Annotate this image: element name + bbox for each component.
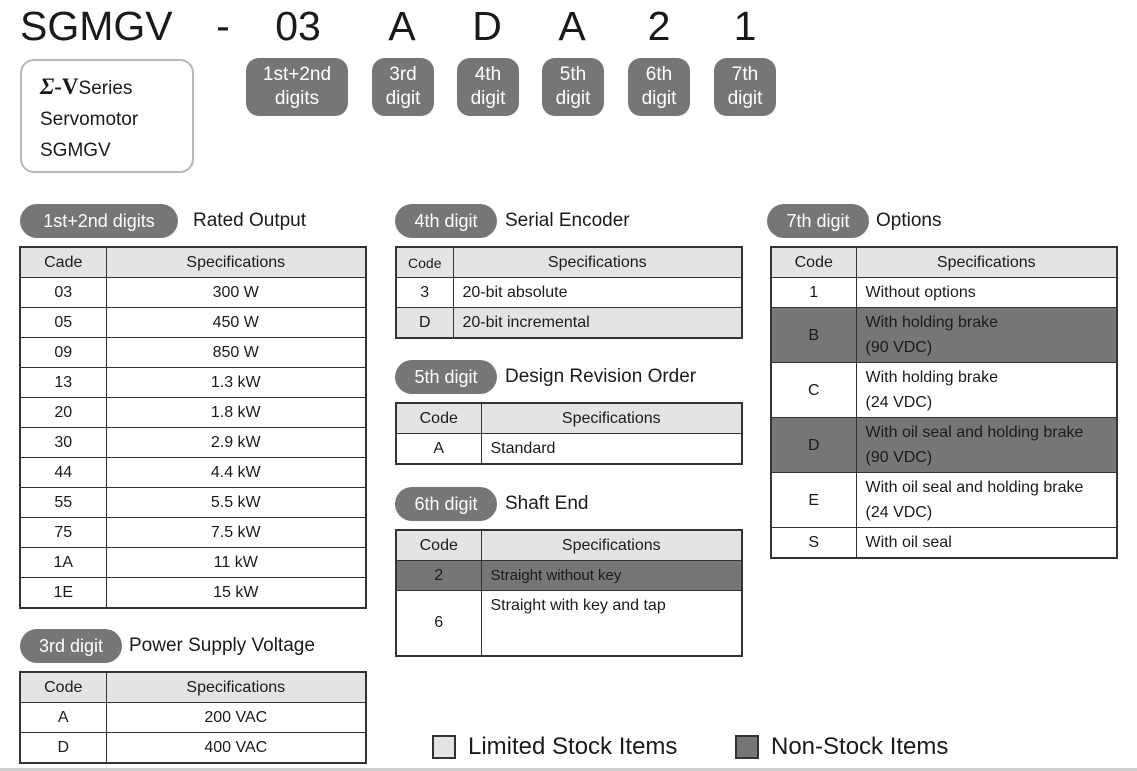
table-row — [20, 338, 366, 368]
pill-digit-7 — [714, 58, 776, 116]
pill-digit-4 — [457, 58, 519, 116]
code-cell: 05 — [20, 308, 106, 338]
section-title-serial-encoder: Serial Encoder — [505, 210, 630, 231]
code-cell: 2 — [396, 561, 481, 591]
pill-digit-6 — [628, 58, 690, 116]
model-series-code: SGMGV — [20, 3, 173, 49]
table-row — [20, 488, 366, 518]
code-cell: 1E — [20, 578, 106, 609]
table-row — [20, 398, 366, 428]
spec-line: With holding brake — [865, 314, 999, 331]
table-header-row — [396, 403, 742, 434]
table-row — [771, 418, 1117, 473]
serial-encoder-table — [395, 246, 743, 339]
table-row — [20, 578, 366, 609]
limited-stock-label: Limited Stock Items — [468, 733, 678, 760]
series-dash: - — [54, 74, 62, 99]
section-label-design-revision: 5th digit — [395, 360, 497, 394]
spec-cell: 850 W — [106, 338, 366, 368]
table-header-row — [20, 247, 366, 278]
spec-cell: 450 W — [106, 308, 366, 338]
spec-cell: Straight without key — [481, 561, 742, 591]
series-line-3: SGMGV — [40, 140, 111, 161]
header-specifications: Specifications — [106, 247, 366, 278]
code-cell: 09 — [20, 338, 106, 368]
header-code: Code — [396, 247, 453, 278]
table-row — [771, 278, 1117, 308]
spec-line: With oil seal and holding brake — [865, 424, 1084, 441]
code-cell: 44 — [20, 458, 106, 488]
series-word: Series — [78, 78, 133, 99]
table-row — [396, 561, 742, 591]
spec-line: With oil seal and holding brake — [865, 479, 1084, 496]
header-code: Code — [771, 247, 856, 278]
spec-cell — [856, 308, 1117, 363]
spec-cell: Straight with key and tap — [481, 591, 742, 657]
table-row — [20, 368, 366, 398]
table-header-row — [20, 672, 366, 703]
code-cell: E — [771, 473, 856, 528]
code-cell: 55 — [20, 488, 106, 518]
spec-cell: 7.5 kW — [106, 518, 366, 548]
table-row — [396, 591, 742, 657]
pill-label: 5th digit — [555, 64, 591, 109]
code-cell: 13 — [20, 368, 106, 398]
spec-cell — [856, 418, 1117, 473]
code-cell: D — [771, 418, 856, 473]
code-cell: C — [771, 363, 856, 418]
pill-label: 4th digit — [470, 64, 506, 109]
spec-cell: 1.8 kW — [106, 398, 366, 428]
pill-digit-1-2 — [246, 58, 348, 116]
sigma-logo: Σ — [40, 74, 55, 99]
spec-line: With holding brake — [865, 369, 999, 386]
table-row — [20, 278, 366, 308]
model-digit-4: D — [472, 3, 502, 49]
header-code: Cade — [20, 247, 106, 278]
rated-output-table — [19, 246, 367, 609]
table-header-row — [771, 247, 1117, 278]
table-row — [771, 363, 1117, 418]
code-cell: 20 — [20, 398, 106, 428]
header-code: Code — [20, 672, 106, 703]
shaft-end-table — [395, 529, 743, 657]
section-title-options: Options — [876, 210, 942, 231]
table-header-row — [396, 530, 742, 561]
table-row — [771, 308, 1117, 363]
spec-cell: 200 VAC — [106, 703, 366, 733]
spec-cell — [856, 473, 1117, 528]
header-specifications: Specifications — [481, 403, 742, 434]
header-specifications: Specifications — [856, 247, 1117, 278]
spec-line: Without options — [865, 283, 976, 301]
model-digit-5: A — [558, 3, 586, 49]
spec-cell: 1.3 kW — [106, 368, 366, 398]
model-digit-7: 1 — [733, 3, 757, 49]
table-row — [20, 703, 366, 733]
section-label-rated-output: 1st+2nd digits — [20, 204, 178, 238]
pill-label: 6th digit — [641, 64, 677, 109]
series-box — [20, 59, 194, 173]
section-label-serial-encoder: 4th digit — [395, 204, 497, 238]
code-cell: 1 — [771, 278, 856, 308]
spec-cell: 2.9 kW — [106, 428, 366, 458]
spec-cell: Standard — [481, 434, 742, 465]
spec-cell: 20-bit absolute — [453, 278, 742, 308]
table-row — [20, 308, 366, 338]
spec-line: (24 VDC) — [865, 394, 933, 411]
limited-stock-swatch — [432, 735, 456, 759]
header-specifications: Specifications — [106, 672, 366, 703]
spec-line: (90 VDC) — [865, 449, 933, 466]
spec-cell: 400 VAC — [106, 733, 366, 764]
section-label-shaft-end: 6th digit — [395, 487, 497, 521]
series-v: V — [61, 74, 79, 99]
spec-line: (90 VDC) — [865, 339, 933, 356]
non-stock-swatch — [735, 735, 759, 759]
table-row — [396, 308, 742, 339]
code-cell: 3 — [396, 278, 453, 308]
series-line-1 — [40, 71, 192, 104]
spec-cell — [856, 528, 1117, 559]
code-cell: A — [396, 434, 481, 465]
table-row — [771, 528, 1117, 559]
table-row — [20, 458, 366, 488]
table-row — [20, 428, 366, 458]
model-digit-6: 2 — [647, 3, 671, 49]
spec-cell: 5.5 kW — [106, 488, 366, 518]
table-row — [396, 278, 742, 308]
pill-digit-5 — [542, 58, 604, 116]
code-cell: D — [20, 733, 106, 764]
code-cell: 03 — [20, 278, 106, 308]
code-cell: 6 — [396, 591, 481, 657]
model-digit-1-2: 03 — [275, 3, 321, 49]
spec-cell — [856, 363, 1117, 418]
code-cell: A — [20, 703, 106, 733]
model-dash: - — [216, 3, 230, 49]
table-row — [20, 548, 366, 578]
header-specifications: Specifications — [481, 530, 742, 561]
spec-cell: 4.4 kW — [106, 458, 366, 488]
header-specifications: Specifications — [453, 247, 742, 278]
pill-digit-3 — [372, 58, 434, 116]
spec-cell: 15 kW — [106, 578, 366, 609]
code-cell: B — [771, 308, 856, 363]
spec-cell: 300 W — [106, 278, 366, 308]
table-row — [771, 473, 1117, 528]
section-title-rated-output: Rated Output — [193, 210, 307, 231]
pill-label: 1st+2nd digits — [262, 64, 332, 109]
power-supply-table — [19, 671, 367, 764]
series-line-2: Servomotor — [40, 109, 139, 130]
section-label-options: 7th digit — [767, 204, 869, 238]
spec-cell — [856, 278, 1117, 308]
table-row — [20, 733, 366, 764]
section-label-power-supply: 3rd digit — [20, 629, 122, 663]
code-cell: D — [396, 308, 453, 339]
section-title-design-revision: Design Revision Order — [505, 366, 697, 387]
header-code: Code — [396, 530, 481, 561]
table-row — [396, 434, 742, 465]
options-table — [770, 246, 1118, 559]
header-code: Code — [396, 403, 481, 434]
pill-label: 7th digit — [727, 64, 763, 109]
table-header-row — [396, 247, 742, 278]
spec-cell: 20-bit incremental — [453, 308, 742, 339]
section-title-power-supply: Power Supply Voltage — [129, 635, 315, 656]
code-cell: 30 — [20, 428, 106, 458]
code-cell: 1A — [20, 548, 106, 578]
pill-label: 3rd digit — [385, 64, 421, 109]
non-stock-label: Non-Stock Items — [771, 733, 949, 760]
design-revision-table — [395, 402, 743, 465]
spec-line: With oil seal — [865, 533, 952, 551]
model-digit-3: A — [388, 3, 416, 49]
code-cell: S — [771, 528, 856, 559]
code-cell: 75 — [20, 518, 106, 548]
table-row — [20, 518, 366, 548]
spec-line: (24 VDC) — [865, 504, 933, 521]
spec-cell: 11 kW — [106, 548, 366, 578]
section-title-shaft-end: Shaft End — [505, 493, 589, 514]
